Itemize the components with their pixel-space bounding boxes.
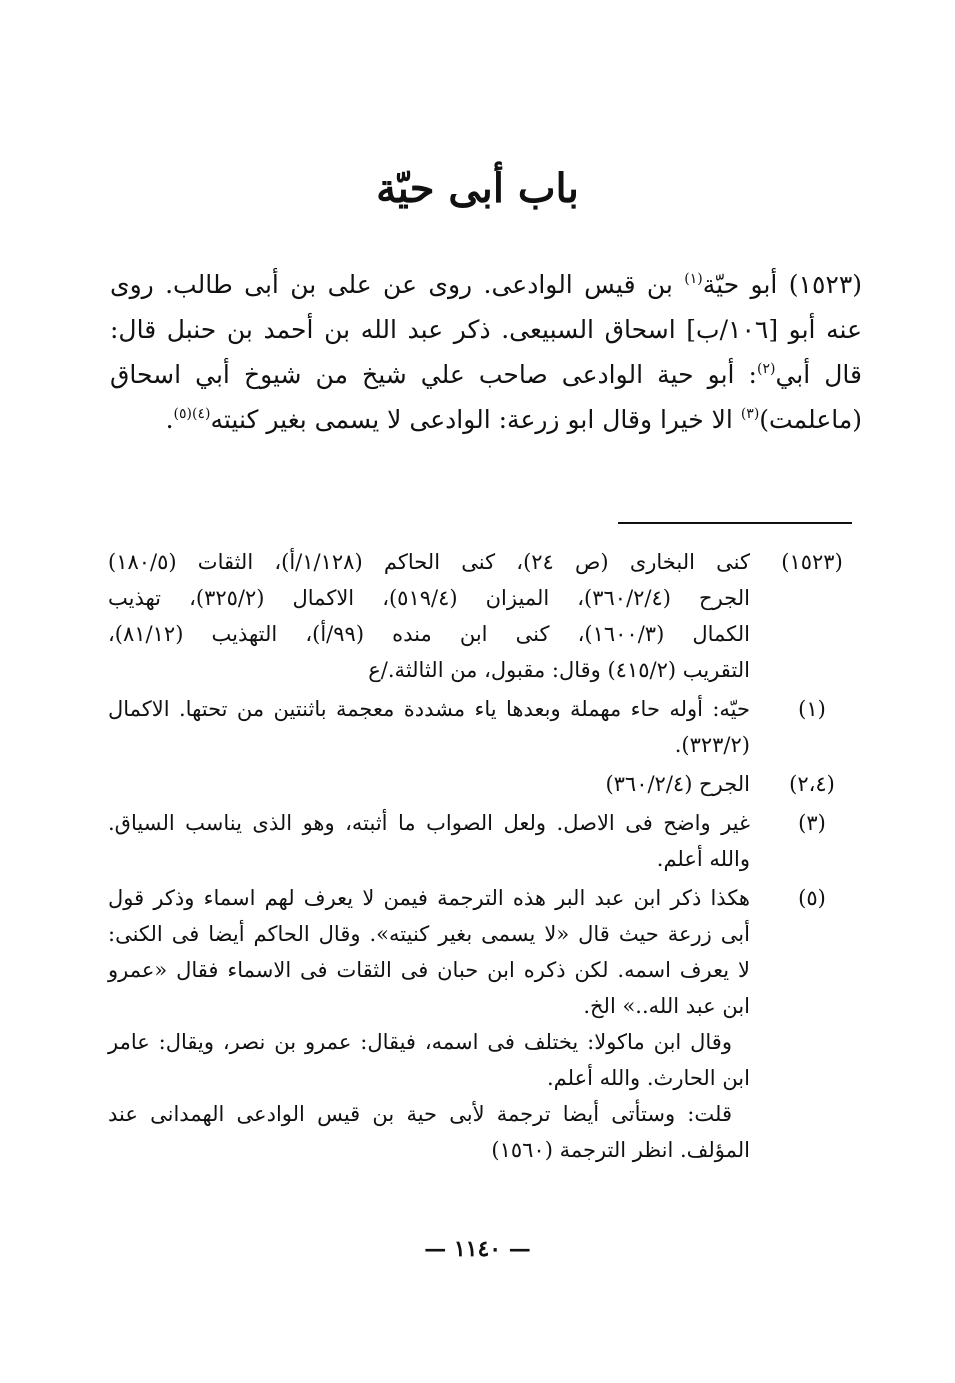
footnote-number: (١) <box>798 697 826 721</box>
footnote-line: والله أعلم. <box>656 847 750 871</box>
footnote-line: وقال ابن ماكولا: يختلف فى اسمه، فيقال: عمرو بن نصر، ويقال: عامر <box>108 1030 732 1054</box>
footnote-number: (٥) <box>798 886 826 910</box>
footnotes <box>108 544 862 1171</box>
footnote-line: حيّه: أوله حاء مهملة وبعدها ياء مشددة معجمة باثنتين من تحتها. الاكمال <box>108 697 750 721</box>
entry-line: (١٥٢٣) أبو حيّة$^{(١)}$ بن قيس الوادعى. روى عن على بن أبى طالب. روى <box>110 270 863 299</box>
footnote-line: المؤلف. انظر الترجمة (١٥٦٠) <box>491 1138 750 1162</box>
footnote-line: ابن الحارث. والله أعلم. <box>546 1066 750 1090</box>
footnote <box>108 880 862 1168</box>
footnote-number: (١٥٢٣) <box>781 550 843 574</box>
entry-1523 <box>110 262 862 442</box>
footnote-line: أبى زرعة حيث قال «لا يسمى بغير كنيته». وقال الحاكم أيضا فى الكنى: <box>108 922 750 946</box>
chapter-title: باب أبى حيّة <box>376 165 579 212</box>
footnote-line: ابن عبد الله..» الخ. <box>583 994 750 1018</box>
entry-line: قال أبي$^{(٢)}$: أبو حية الوادعى صاحب علي شيخ من شيوخ أبي اسحاق <box>110 360 863 389</box>
footnote-line: الجرح (٣٦٠/٢/٤)، الميزان (٥١٩/٤)، الاكمال (٣٢٥/٢)، تهذيب <box>108 586 750 610</box>
footnote-ref[interactable]: (٤)(٥) <box>173 406 211 422</box>
page-number: — ١١٤٠ — <box>424 1236 531 1262</box>
footnote-ref[interactable]: (٣) <box>740 406 760 422</box>
footnote-line: هكذا ذكر ابن عبد البر هذه الترجمة فيمن لا يعرف لهم اسماء وذكر قول <box>108 886 750 910</box>
footnote-line: (٣٢٣/٢). <box>674 733 750 757</box>
footnote-line: كنى البخارى (ص ٢٤)، كنى الحاكم (١/١٢٨/أ)، الثقات (١٨٠/٥) <box>108 550 750 574</box>
footnote-line: التقريب (٤١٥/٢) وقال: مقبول، من الثالثة./ع <box>368 658 750 682</box>
footnote <box>108 544 862 688</box>
entry-line: (ماعلمت)$^{(٣)}$ الا خيرا وقال ابو زرعة: الوادعى لا يسمى بغير كنيته$^{(٤)(٥)}$. <box>165 405 862 434</box>
footnote-line: قلت: وستأتى أيضا ترجمة لأبى حية بن قيس الوادعى الهمدانى عند <box>108 1102 732 1126</box>
footnote-divider <box>618 522 852 524</box>
entry-line: عنه أبو [١٠٦/ب] اسحاق السبيعى. ذكر عبد الله بن أحمد بن حنبل قال: <box>110 315 862 344</box>
footnote-line: الكمال (١٦٠٠/٣)، كنى ابن منده (٩٩/أ)، التهذيب (٨١/١٢)، <box>108 622 751 646</box>
footnote-line: الجرح (٣٦٠/٢/٤) <box>605 772 750 796</box>
footnote <box>108 691 862 763</box>
footnote-number: (٢،٤) <box>789 772 835 796</box>
footnote-ref[interactable]: (٢) <box>756 361 776 377</box>
footnote <box>108 766 862 802</box>
footnote-ref[interactable]: (١) <box>684 271 703 287</box>
footnote-line: لا يعرف اسمه. لكن ذكره ابن حبان فى الثقات فى الاسماء فقال «عمرو <box>108 958 750 982</box>
footnote-number: (٣) <box>798 811 826 835</box>
footnote <box>108 805 862 877</box>
footnote-line: غير واضح فى الاصل. ولعل الصواب ما أثبته، وهو الذى يناسب السياق. <box>108 811 750 835</box>
